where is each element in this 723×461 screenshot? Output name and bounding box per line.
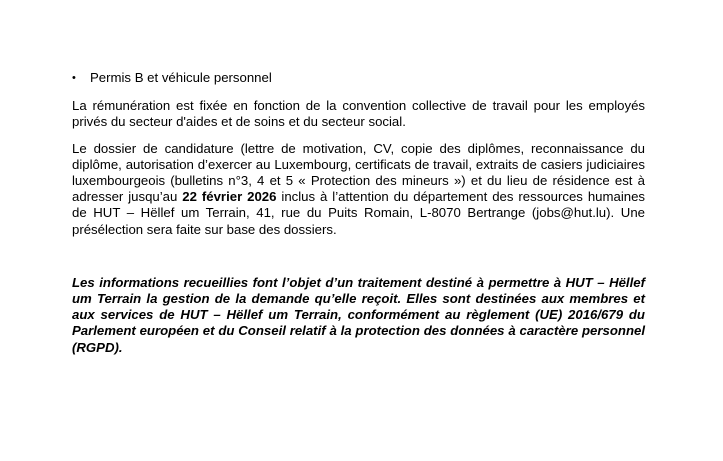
privacy-notice-paragraph: Les informations recueillies font l’objet d’un traitement destiné à permettre à HUT – Hëllef um Terrain la gestion de la demande qu’elle reçoit. Elles sont destinées aux membres et aux services de HUT – Hëllef um Terrain, conformément au règlement (UE) 2016/679 du Parlement européen et du Conseil relatif à la protection des données à caractère personnel (RGPD).: [72, 274, 645, 355]
application-text-start: Le dossier de candidature (lettre de motivation, CV, copie des diplômes, reconnaissance du diplôme, autorisation d’exercer au Luxembourg, certificats de travail, extraits de casiers judiciaires luxembourgeois (bulletins n°3, 4 et 5 « Protection des mineurs ») et du lieu de résidence est à adresser jusqu’au: [72, 140, 645, 205]
document-page: [72, 70, 645, 356]
application-paragraph: [72, 141, 645, 238]
application-deadline: 22 février 2026: [182, 189, 277, 205]
bullet-icon: •: [72, 72, 76, 84]
paragraph-spacer: [72, 248, 645, 275]
requirement-text: Permis B et véhicule personnel: [90, 70, 272, 85]
remuneration-paragraph: La rémunération est fixée en fonction de la convention collective de travail pour les employés privés du secteur d'aides et de soins et du secteur social.: [72, 98, 645, 130]
requirement-bullet-item: [72, 70, 645, 86]
application-text-end: inclus à l’attention du département des ressources humaines de HUT – Hëllef um Terrain, 41, rue du Puits Romain, L-8070 Bertrange (jobs@hut.lu). Une présélection sera faite sur base des dossiers.: [72, 189, 646, 237]
